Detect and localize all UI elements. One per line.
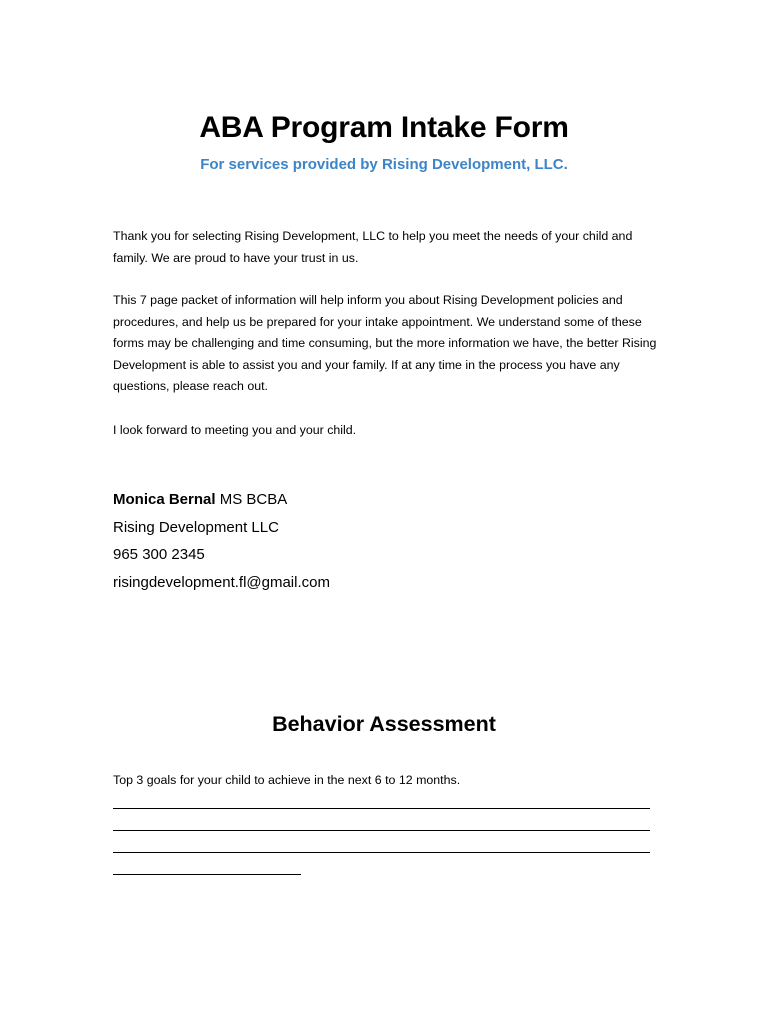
intro-paragraph-1: Thank you for selecting Rising Development, LLC to help you meet the needs of your child and family. We are proud to have your trust in us.: [113, 229, 633, 265]
signature-phone: 965 300 2345: [113, 546, 205, 563]
signature-name-line: [113, 486, 658, 514]
signature-email: risingdevelopment.fl@gmail.com: [113, 573, 330, 591]
page-subtitle: For services provided by Rising Development, LLC.: [200, 156, 568, 173]
signature-credentials: MS BCBA: [215, 491, 288, 508]
answer-blank-line: [113, 874, 301, 875]
answer-blank-line: [113, 852, 650, 853]
intro-paragraph-3: I look forward to meeting you and your child.: [113, 423, 357, 437]
answer-blank-line: [113, 808, 650, 809]
intro-paragraph-2: This 7 page packet of information will help inform you about Rising Development policies and procedures, and help us be prepared for your intake appointment. We understand some of these forms may be challenging and time consuming, but the more information we have, the better Rising Development is able to assist you and your family. If at any time in the process you have any questions, please reach out.: [113, 293, 657, 394]
goals-prompt: Top 3 goals for your child to achieve in the next 6 to 12 months.: [113, 773, 461, 787]
answer-blank-line: [113, 830, 650, 831]
section-heading-behavior-assessment: Behavior Assessment: [272, 712, 496, 736]
signature-block: [113, 486, 658, 596]
page-title: ABA Program Intake Form: [199, 111, 569, 144]
signature-organization: Rising Development LLC: [113, 518, 279, 536]
signature-name: Monica Bernal: [113, 491, 216, 508]
